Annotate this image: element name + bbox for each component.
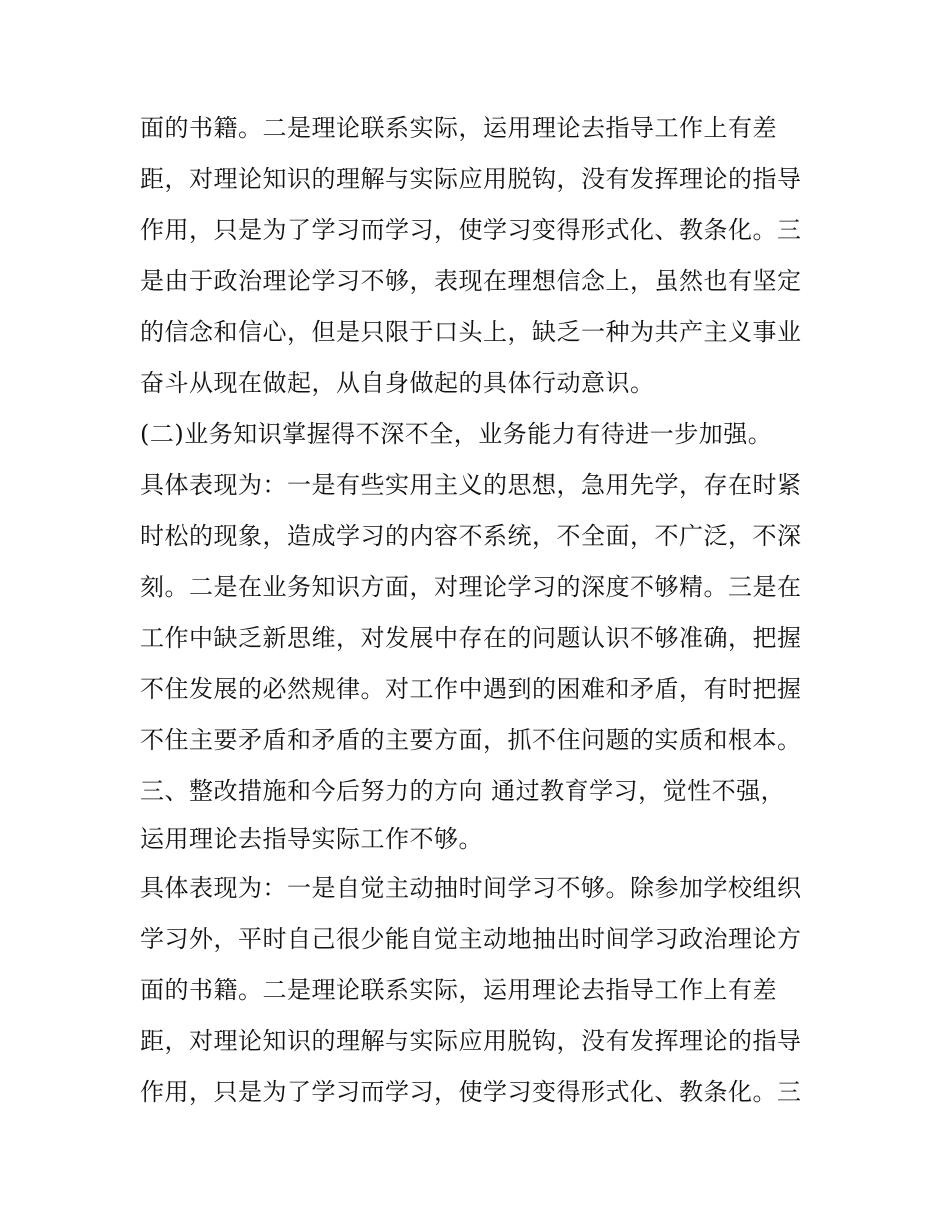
text-line: 的信念和信心，但是只限于口头上，缺乏一种为共产主义事业 — [140, 318, 802, 346]
text-line: 不住主要矛盾和矛盾的主要方面，抓不住问题的实质和根本。 — [140, 726, 802, 754]
section-heading: 三、整改措施和今后努力的方向 通过教育学习，觉性不强， — [140, 777, 786, 805]
section-heading: (二)业务知识掌握得不深不全，业务能力有待进一步加强。 — [140, 420, 773, 448]
text-line: 刻。二是在业务知识方面，对理论学习的深度不够精。三是在 — [140, 573, 802, 601]
text-line: 距，对理论知识的理解与实际应用脱钩，没有发挥理论的指导 — [140, 1027, 802, 1055]
text-line: 面的书籍。二是理论联系实际，运用理论去指导工作上有差 — [140, 976, 777, 1004]
text-line: 距，对理论知识的理解与实际应用脱钩，没有发挥理论的指导 — [140, 165, 802, 193]
text-line: 作用，只是为了学习而学习，使学习变得形式化、教条化。三 — [140, 216, 802, 244]
text-line: 面的书籍。二是理论联系实际，运用理论去指导工作上有差 — [140, 114, 777, 142]
text-line: 具体表现为：一是有些实用主义的思想，急用先学，存在时紧 — [140, 471, 802, 499]
text-line: 工作中缺乏新思维，对发展中存在的问题认识不够准确，把握 — [140, 624, 802, 652]
text-line: 是由于政治理论学习不够，表现在理想信念上，虽然也有坚定 — [140, 267, 802, 295]
text-line: 具体表现为：一是自觉主动抽时间学习不够。除参加学校组织 — [140, 874, 802, 902]
text-line: 不住发展的必然规律。对工作中遇到的困难和矛盾，有时把握 — [140, 675, 802, 703]
text-line: 运用理论去指导实际工作不够。 — [140, 825, 483, 853]
text-line: 作用，只是为了学习而学习，使学习变得形式化、教条化。三 — [140, 1078, 802, 1106]
text-line: 奋斗从现在做起，从自身做起的具体行动意识。 — [140, 369, 655, 397]
text-line: 学习外，平时自己很少能自觉主动地抽出时间学习政治理论方 — [140, 925, 802, 953]
text-line: 时松的现象，造成学习的内容不系统，不全面，不广泛，不深 — [140, 522, 802, 550]
